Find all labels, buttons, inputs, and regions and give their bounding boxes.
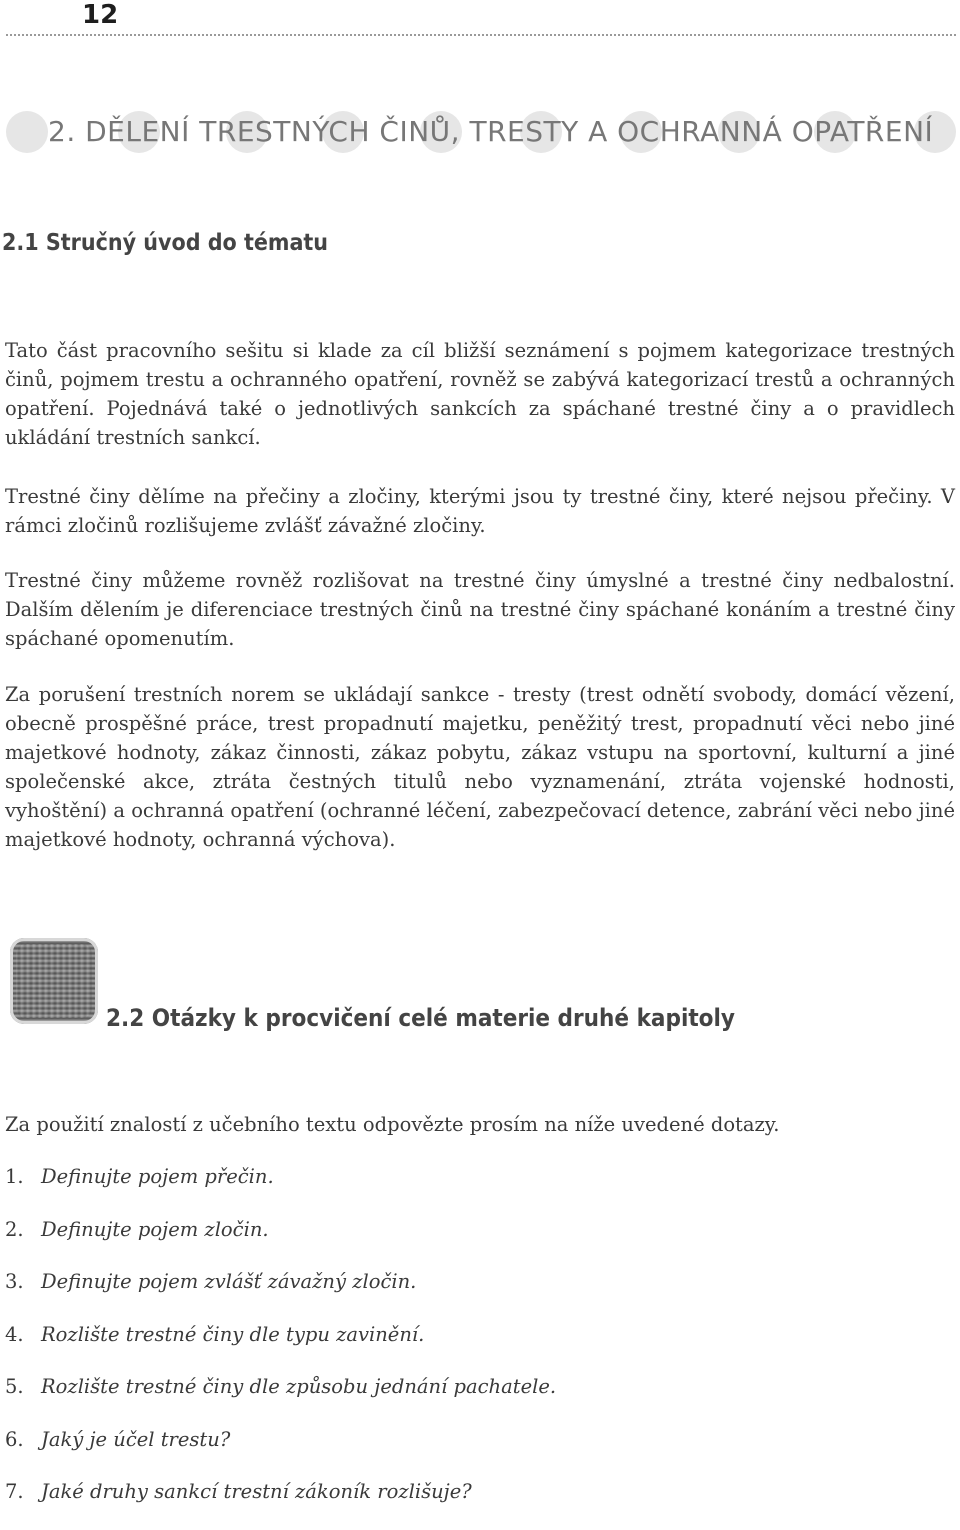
list-item [5,1267,556,1320]
chapter-title: 2. DĚLENÍ TRESTNÝCH ČINŮ, TRESTY A OCHRANNÁ OPATŘENÍ [48,115,934,148]
paragraph-umyslne-nedbalostni: Trestné činy můžeme rovněž rozlišovat na trestné činy úmyslné a trestné činy nedbalostní. Dalším dělením je diferenciace trestných činů na trestné činy spáchané konáním a trestné činy spáchané opomenutím. [5,569,955,650]
section-2-2-heading [10,938,950,1038]
question-number: 4. [5,1322,24,1346]
section-title-2-2: 2.2 Otázky k procvičení celé materie druhé kapitoly [106,1004,735,1032]
question-text: Definujte pojem zločin. [41,1217,269,1241]
questions-icon [10,938,98,1024]
question-text: Rozlište trestné činy dle typu zavinění. [41,1322,425,1346]
question-text: Rozlište trestné činy dle způsobu jednání pachatele. [41,1375,557,1398]
list-item [5,1477,556,1530]
list-item [5,1162,556,1215]
list-item [5,1215,556,1268]
list-item [5,1320,556,1373]
paragraph-precin-zlocin: Trestné činy dělíme na přečiny a zločiny, kterými jsou ty trestné činy, které nejsou přečiny. V rámci zločinů rozlišujeme zvlášť závažné zločiny. [5,485,955,537]
questions-intro: Za použití znalostí z učebního textu odpovězte prosím na níže uvedené dotazy. [5,1113,780,1136]
question-number: 2. [5,1217,24,1241]
question-text: Definujte pojem přečin. [41,1165,274,1188]
question-number: 6. [5,1427,24,1451]
question-number: 7. [5,1480,24,1503]
question-list [5,1162,556,1530]
question-text: Jaký je účel trestu? [41,1427,231,1451]
page-number: 12 [82,0,119,30]
band-circle [6,111,48,153]
list-item [5,1372,556,1425]
paragraph-sankce: Za porušení trestních norem se ukládají sankce - tresty (trest odnětí svobody, domácí vězení, obecně prospěšné práce, trest propadnutí majetku, peněžitý trest, propadnutí věci nebo jiné majetkové hodnoty, zákaz činnosti, zákaz pobytu, zákaz vstupu na sportovní, kulturní a jiné společenské akce, ztráta čestných titulů nebo vyznamenání, ztráta vojenské hodnosti, vyhoštění) a ochranná opatření (ochranné léčení, zabezpečovací detence, zabrání věci nebo jiné majetkové hodnoty, ochranná výchova). [5,683,955,851]
question-number: 3. [5,1270,24,1293]
paragraph-intro: Tato část pracovního sešitu si klade za cíl bližší seznámení s pojmem kategorizace trestných činů, pojmem trestu a ochranného opatření, rovněž se zabývá kategorizací trestů a ochranných opatření. Pojednává také o jednotlivých sankcích za spáchané trestné činy a o pravidlech ukládání trestních sankcí. [5,339,955,449]
question-text: Definujte pojem zvlášť závažný zločin. [41,1270,417,1293]
header-dotted-rule [6,34,956,36]
question-text: Jaké druhy sankcí trestní zákoník rozlišuje? [41,1480,472,1503]
question-number: 5. [5,1375,24,1398]
list-item [5,1425,556,1478]
section-title-2-1: 2.1 Stručný úvod do tématu [2,230,329,256]
question-number: 1. [5,1165,24,1188]
